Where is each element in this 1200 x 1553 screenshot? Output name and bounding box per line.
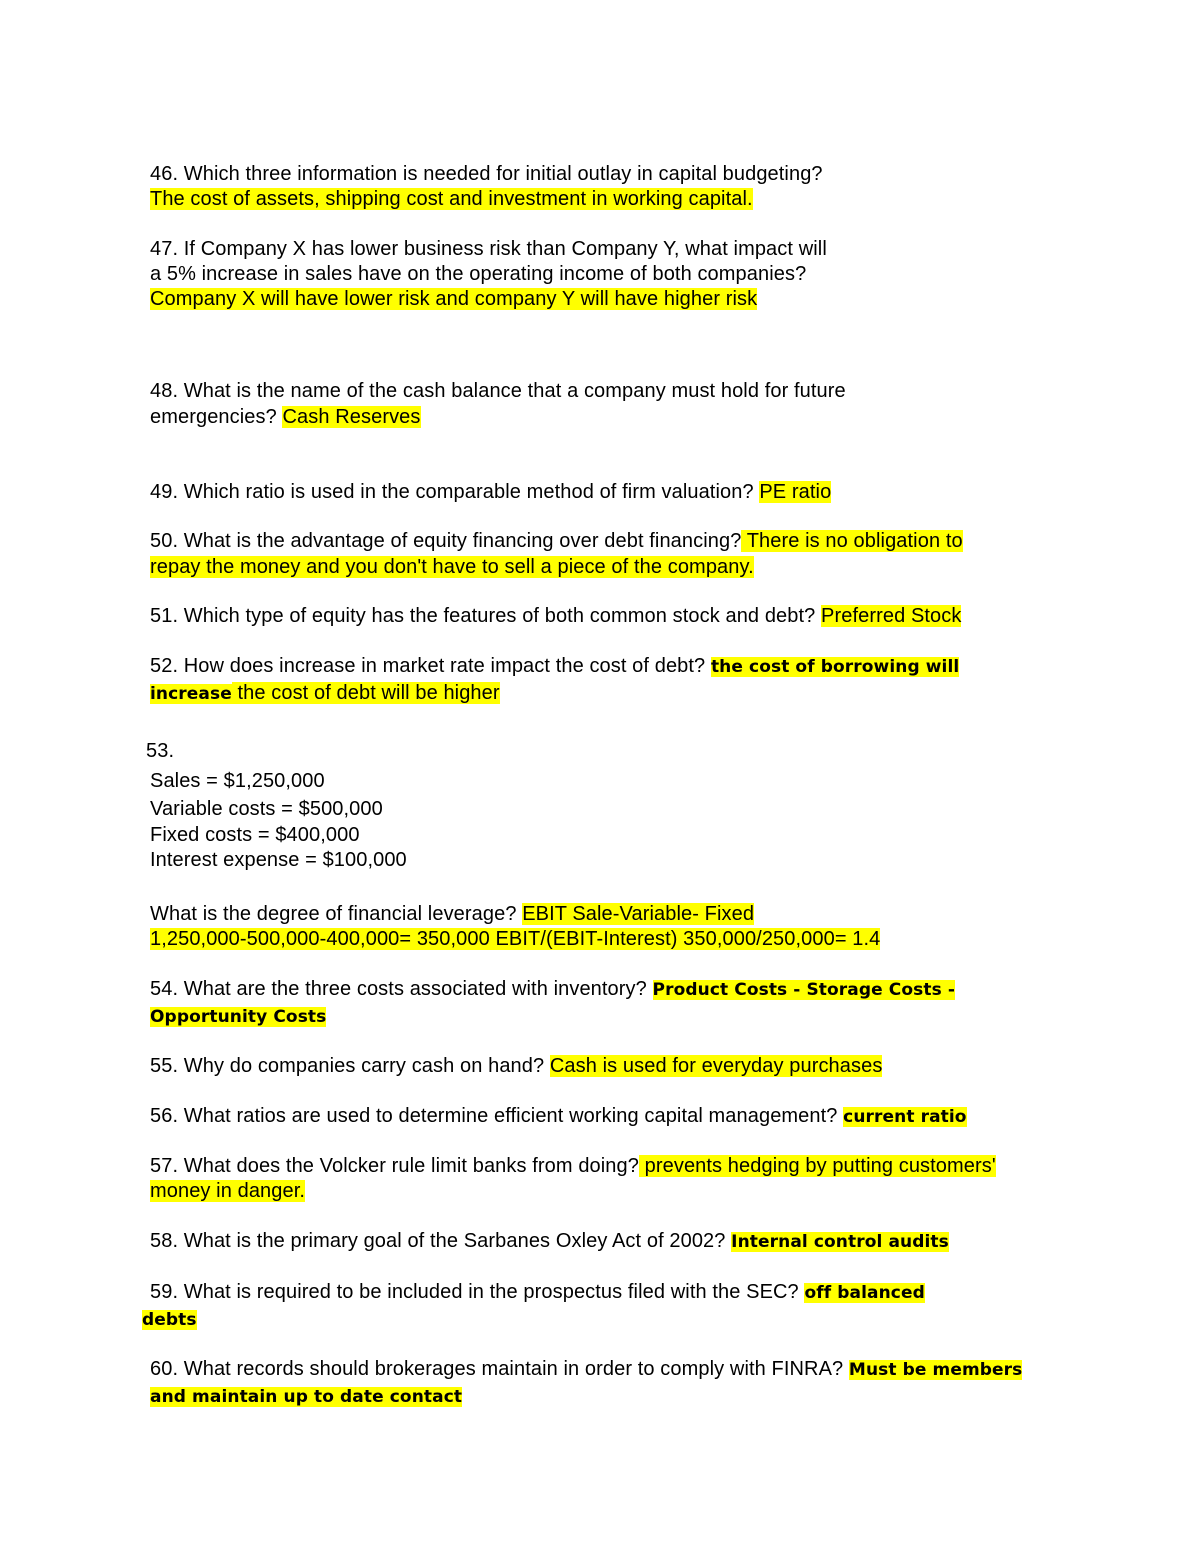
q59-line2 [142, 1306, 197, 1333]
q53-number: 53. [146, 740, 175, 762]
q54-line1: 54. What are the three costs associated with inventory? Product Costs - Storage Costs - [150, 978, 955, 1000]
q48-question-line2: emergencies? Cash Reserves [150, 406, 421, 428]
q47-question-line1: 47. If Company X has lower business risk than Company Y, what impact will [150, 238, 827, 260]
q50-line1: 50. What is the advantage of equity financing over debt financing? There is no obligation to [150, 530, 963, 552]
q50-answer-line1: There is no obligation to [741, 530, 963, 552]
q55-answer: Cash is used for everyday purchases [549, 1055, 883, 1077]
q59-answer-line2: debts [142, 1310, 197, 1330]
q52-answer-bold-line2: increase [150, 684, 232, 704]
q53-variable-costs: Variable costs = $500,000 [150, 798, 383, 820]
q56: 56. What ratios are used to determine efficient working capital management? current ratio [150, 1105, 967, 1127]
q55: 55. Why do companies carry cash on hand? Cash is used for everyday purchases [150, 1055, 883, 1077]
q57-answer-line2: money in danger. [150, 1180, 306, 1202]
q57-answer-line1: prevents hedging by putting customers' [638, 1155, 996, 1177]
q51-answer: Preferred Stock [821, 605, 962, 627]
q59-line1: 59. What is required to be included in the prospectus filed with the SEC? off balanced [150, 1281, 925, 1303]
q60-answer-line1: Must be members [848, 1360, 1023, 1380]
q60-line1: 60. What records should brokerages maintain in order to comply with FINRA? Must be members [150, 1358, 1023, 1380]
q51: 51. Which type of equity has the features of both common stock and debt? Preferred Stock [150, 605, 962, 627]
q52-answer-bold-line1: the cost of borrowing will [710, 657, 960, 677]
q54-answer-line2: Opportunity Costs [150, 1007, 327, 1027]
q52-answer-rest: the cost of debt will be higher [231, 682, 500, 704]
q46-answer: The cost of assets, shipping cost and investment in working capital. [150, 188, 753, 210]
q49: 49. Which ratio is used in the comparable method of firm valuation? PE ratio [150, 481, 832, 503]
q53-answer-line1: EBIT Sale-Variable- Fixed [522, 903, 755, 925]
q60-answer-line2: and maintain up to date contact [150, 1387, 463, 1407]
q53-question-line: What is the degree of financial leverage? EBIT Sale-Variable- Fixed [150, 903, 755, 925]
q57-line1: 57. What does the Volcker rule limit banks from doing? prevents hedging by putting customers' [150, 1155, 996, 1177]
q52-line1: 52. How does increase in market rate impact the cost of debt? the cost of borrowing will [150, 655, 960, 677]
q46-question: 46. Which three information is needed for initial outlay in capital budgeting? [150, 163, 823, 185]
q60-line2 [150, 1383, 462, 1410]
q48-answer: Cash Reserves [282, 406, 421, 428]
q48-question-line1: 48. What is the name of the cash balance that a company must hold for future [150, 380, 846, 402]
q56-answer: current ratio [843, 1107, 967, 1127]
q58: 58. What is the primary goal of the Sarbanes Oxley Act of 2002? Internal control audits [150, 1230, 949, 1252]
q47-answer: Company X will have lower risk and company Y will have higher risk [150, 288, 758, 310]
q50-answer-line2: repay the money and you don't have to sell a piece of the company. [150, 556, 754, 578]
q53-sales: Sales = $1,250,000 [150, 770, 325, 792]
q52-line2 [150, 680, 500, 707]
q53-answer-line2: 1,250,000-500,000-400,000= 350,000 EBIT/(EBIT-Interest) 350,000/250,000= 1.4 [150, 928, 881, 950]
q47-question-line2: a 5% increase in sales have on the operating income of both companies? [150, 263, 807, 285]
q59-answer-line1: off balanced [804, 1283, 925, 1303]
q53-interest-expense: Interest expense = $100,000 [150, 849, 407, 871]
q54-line2 [150, 1003, 326, 1030]
q50-line2 [150, 554, 754, 580]
q58-answer: Internal control audits [731, 1232, 949, 1252]
q49-answer: PE ratio [759, 481, 832, 503]
q57-line2 [150, 1178, 305, 1204]
q53-fixed-costs: Fixed costs = $400,000 [150, 824, 360, 846]
q54-answer-line1: Product Costs - Storage Costs - [652, 980, 955, 1000]
